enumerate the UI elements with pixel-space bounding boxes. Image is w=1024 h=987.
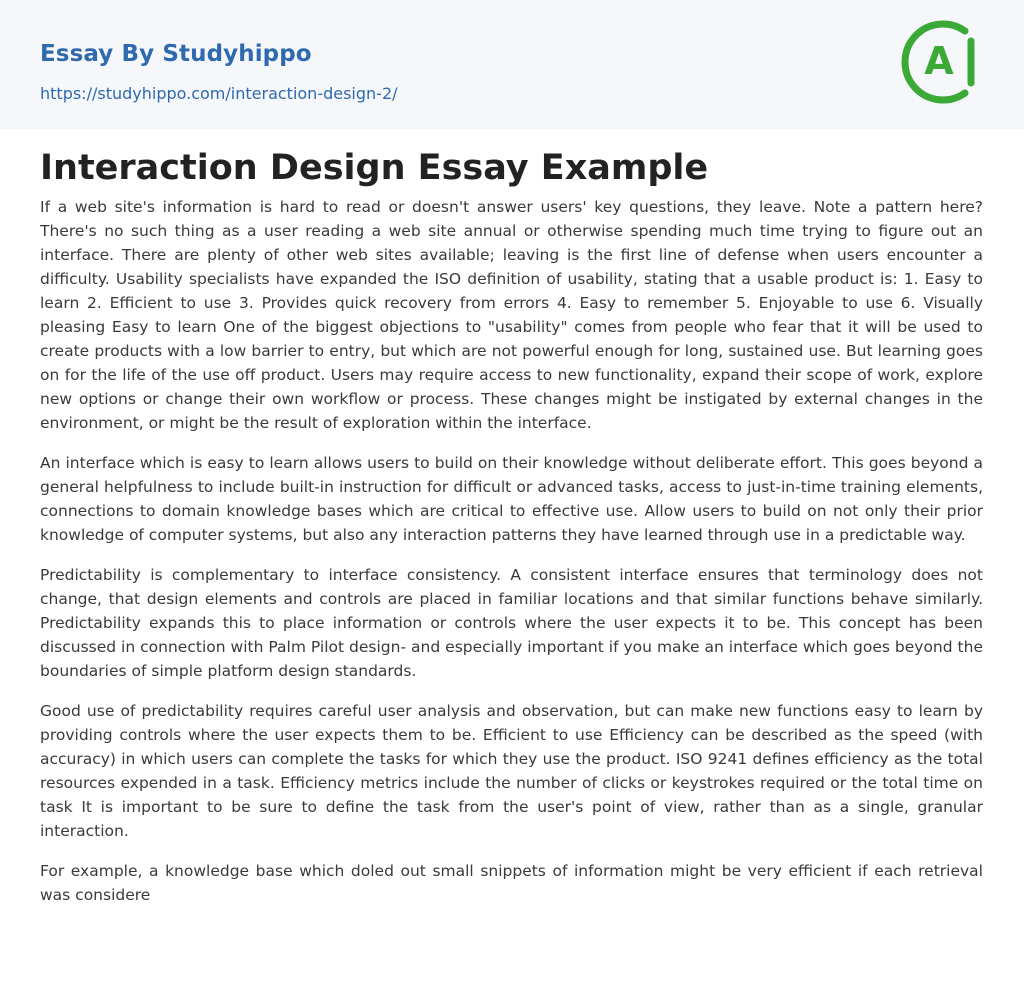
paragraph-5: For example, a knowledge base which doled out small snippets of information might be very efficient if each retrieval was considere	[40, 862, 983, 904]
paragraph-3: Predictability is complementary to interface consistency. A consistent interface ensures that terminology does not change, that design elements and controls are placed in familiar locations and that similar functions behave similarly. Predictability expands this to place information or controls where the user expects it to be. This concept has been discussed in connection with Palm Pilot design- and especially important if you make an interface which goes beyond the boundaries of simple platform design standards.	[40, 566, 983, 680]
paragraph-1: If a web site's information is hard to read or doesn't answer users' key questions, they leave. Note a pattern here? There's no such thing as a user reading a web site annual or otherwise spending much time trying to figure out an interface. There are plenty of other web sites available; leaving is the first line of defense when users encounter a difficulty. Usability specialists have expanded the ISO definition of usability, stating that a usable product is: 1. Easy to learn 2. Efficient to use 3. Provides quick recovery from errors 4. Easy to remember 5. Enjoyable to use 6. Visually pleasing Easy to learn One of the biggest objections to "usability" comes from people who fear that it will be used to create products with a low barrier to entry, but which are not powerful enough for long, sustained use. But learning goes on for the life of the use off product. Users may require access to new functionality, expand their scope of work, explore new options or change their own workflow or process. These changes might be instigated by external changes in the environment, or might be the result of exploration within the interface.	[40, 198, 983, 432]
logo-letter: A	[924, 39, 954, 83]
paragraph-4: Good use of predictability requires careful user analysis and observation, but can make new functions easy to learn by providing controls where the user expects them to be. Efficient to use Efficiency can be described as the speed (with accuracy) in which users can complete the tasks for which they use the product. ISO 9241 defines efficiency as the total resources expended in a task. Efficiency metrics include the number of clicks or keystrokes required or the total time on task It is important to be sure to define the task from the user's point of view, rather than as a single, granular interaction.	[40, 702, 983, 840]
brand-title[interactable]: Essay By Studyhippo	[40, 41, 312, 67]
essay-url-link[interactable]: https://studyhippo.com/interaction-design-2/	[40, 84, 398, 103]
page-title: Interaction Design Essay Example	[40, 148, 709, 188]
logo-a-icon[interactable]	[900, 19, 986, 105]
site-header	[0, 0, 1024, 129]
essay-content	[40, 145, 983, 923]
paragraph-2: An interface which is easy to learn allows users to build on their knowledge without deliberate effort. This goes beyond a general helpfulness to include built-in instruction for difficult or advanced tasks, access to just-in-time training elements, connections to domain knowledge bases which are critical to effective use. Allow users to build on not only their prior knowledge of computer systems, but also any interaction patterns they have learned through use in a predictable way.	[40, 454, 983, 544]
